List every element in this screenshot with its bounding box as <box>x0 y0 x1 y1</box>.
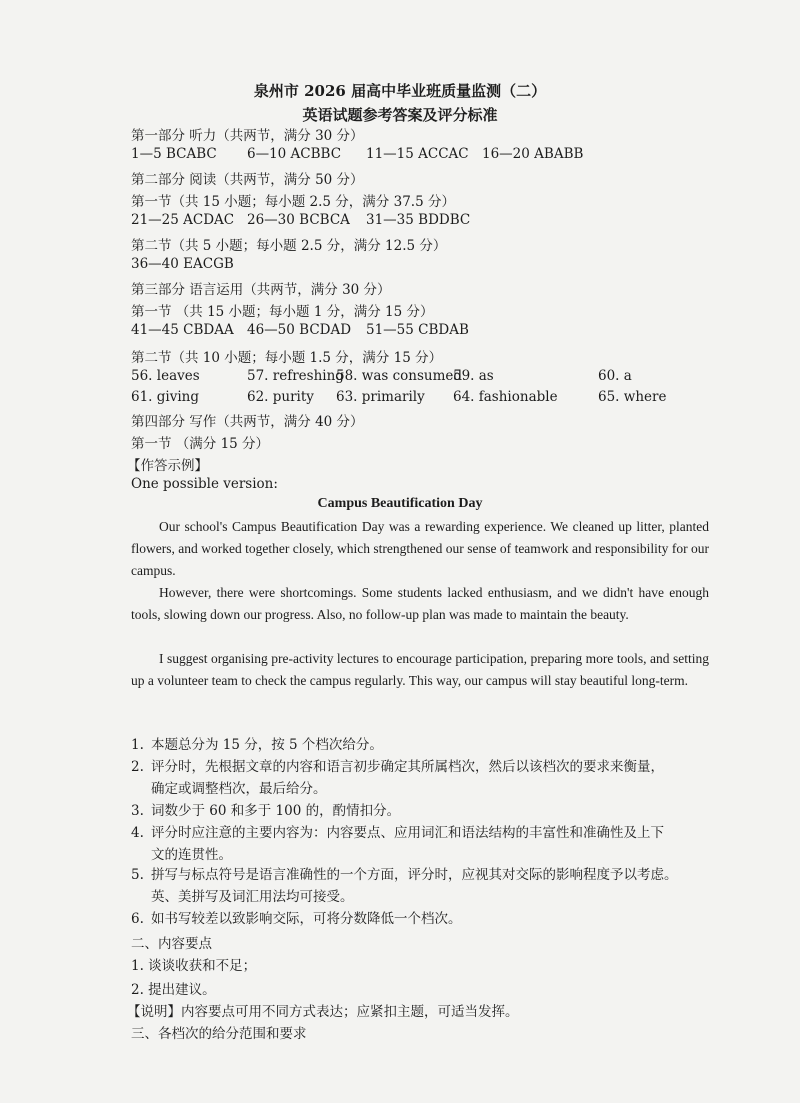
answer-group: 1—5 BCABC <box>131 146 217 162</box>
fill-answer: 60. a <box>598 368 632 384</box>
answer-group: 6—10 ACBBC <box>247 146 342 162</box>
fill-answer: 65. where <box>598 389 667 405</box>
content-point: 2. 提出建议。 <box>131 982 216 998</box>
fill-answer: 64. fashionable <box>453 389 558 405</box>
scoring-rule <box>131 734 721 756</box>
version-label: One possible version: <box>131 476 278 492</box>
answer-group: 46—50 BCDAD <box>247 322 352 338</box>
rule-number: 4. <box>131 825 144 841</box>
answer-group: 36—40 EACGB <box>131 256 234 272</box>
essay-title: Campus Beautification Day <box>317 496 483 511</box>
answer-group: 11—15 ACCAC <box>366 146 469 162</box>
fill-answer: 61. giving <box>131 389 200 405</box>
rule-text: 如书写较差以致影响交际，可将分数降低一个档次。 <box>151 911 462 927</box>
content-point: 1. 谈谈收获和不足； <box>131 958 257 974</box>
scoring-rule <box>131 756 721 800</box>
essay-paragraph: However, there were shortcomings. Some students lacked enthusiasm, and we didn't have enough tools, slowing down our progress. Also, no follow-up plan was made to maintain the beauty. <box>131 585 709 622</box>
fill-answer: 58. was consumed <box>336 368 463 384</box>
content-points-heading: 二、内容要点 <box>131 936 212 952</box>
rule-text: 词数少于 60 和多于 100 的，酌情扣分。 <box>151 803 401 819</box>
writing-section1-heading: 第一节 （满分 15 分） <box>131 436 270 452</box>
rule-number: 2. <box>131 759 144 775</box>
rule-text: 本题总分为 15 分，按 5 个档次给分。 <box>151 737 383 753</box>
answer-group: 16—20 ABABB <box>482 146 584 162</box>
page-title: 泉州市 2026 届高中毕业班质量监测（二） <box>253 82 547 100</box>
fill-answer: 56. leaves <box>131 368 200 384</box>
answer-group: 51—55 CBDAB <box>366 322 469 338</box>
language-section2-heading: 第二节（共 10 小题；每小题 1.5 分，满分 15 分） <box>131 350 443 366</box>
answer-group: 26—30 BCBCA <box>247 212 350 228</box>
fill-answer: 62. purity <box>247 389 314 405</box>
scoring-rule <box>131 908 721 930</box>
listening-heading: 第一部分 听力（共两节，满分 30 分） <box>131 128 364 144</box>
rule-continuation: 文的连贯性。 <box>151 847 232 863</box>
fill-answer: 63. primarily <box>336 389 425 405</box>
answer-group: 21—25 ACDAC <box>131 212 235 228</box>
rule-continuation: 确定或调整档次，最后给分。 <box>151 781 327 797</box>
answer-group: 31—35 BDDBC <box>366 212 471 228</box>
page-subtitle: 英语试题参考答案及评分标准 <box>302 106 498 124</box>
rule-number: 3. <box>131 803 144 819</box>
answer-group: 41—45 CBDAA <box>131 322 234 338</box>
reading-section2-heading: 第二节（共 5 小题；每小题 2.5 分，满分 12.5 分） <box>131 238 447 254</box>
fill-answer: 59. as <box>453 368 494 384</box>
sample-label: 【作答示例】 <box>127 458 208 474</box>
fill-answer: 57. refreshing <box>247 368 344 384</box>
rule-text: 评分时应注意的主要内容为：内容要点、应用词汇和语法结构的丰富性和准确性及上下 <box>151 825 664 841</box>
reading-section1-heading: 第一节（共 15 小题；每小题 2.5 分，满分 37.5 分） <box>131 194 455 210</box>
rule-continuation: 英、美拼写及词汇用法均可接受。 <box>151 889 354 905</box>
rule-text: 评分时，先根据文章的内容和语言初步确定其所属档次，然后以该档次的要求来衡量， <box>151 759 664 775</box>
language-section1-heading: 第一节 （共 15 小题；每小题 1 分，满分 15 分） <box>131 304 434 320</box>
essay-paragraph: Our school's Campus Beautification Day was a rewarding experience. We cleaned up litter, planted flowers, and worked together closely, which strengthened our sense of teamwork and responsibility for our campus. <box>131 519 709 578</box>
writing-heading: 第四部分 写作（共两节，满分 40 分） <box>131 414 364 430</box>
rule-number: 5. <box>131 867 144 883</box>
rule-number: 1. <box>131 737 144 753</box>
reading-heading: 第二部分 阅读（共两节，满分 50 分） <box>131 172 364 188</box>
rule-number: 6. <box>131 911 144 927</box>
scoring-rule <box>131 800 721 822</box>
rule-text: 拼写与标点符号是语言准确性的一个方面，评分时，应视其对交际的影响程度予以考虑。 <box>151 867 678 883</box>
scoring-rule <box>131 822 721 866</box>
grading-heading: 三、各档次的给分范围和要求 <box>131 1026 307 1042</box>
content-note: 【说明】内容要点可用不同方式表达；应紧扣主题，可适当发挥。 <box>127 1004 519 1020</box>
essay-paragraph: I suggest organising pre-activity lectures to encourage participation, preparing more tools, and setting up a volunteer team to check the campus regularly. This way, our campus will stay beautiful long-term. <box>131 651 709 688</box>
language-use-heading: 第三部分 语言运用（共两节，满分 30 分） <box>131 282 391 298</box>
scoring-rule <box>131 864 721 908</box>
